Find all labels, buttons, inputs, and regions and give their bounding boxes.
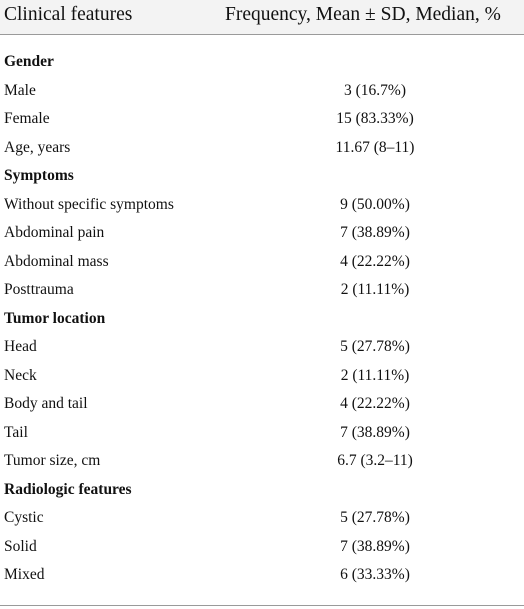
section-header-row (0, 162, 524, 191)
table-row (0, 561, 524, 590)
feature-value: 2 (11.11%) (340, 366, 410, 384)
feature-label: Cystic (4, 509, 44, 527)
table-bottom-rule (0, 605, 524, 606)
feature-value: 9 (50.00%) (340, 195, 410, 213)
table-row (0, 333, 524, 362)
feature-value: 2 (11.11%) (340, 281, 410, 299)
feature-value: 5 (27.78%) (340, 509, 410, 527)
feature-label: Abdominal pain (4, 224, 105, 242)
section-label: Gender (4, 53, 54, 71)
table-row (0, 134, 524, 163)
table-row (0, 533, 524, 562)
table-row (0, 248, 524, 277)
feature-value: 7 (38.89%) (340, 423, 410, 441)
header-frequency: Frequency, Mean ± SD, Median, % (225, 4, 501, 25)
section-label: Symptoms (4, 167, 74, 185)
table-row (0, 105, 524, 134)
table-row (0, 362, 524, 391)
header-clinical-features: Clinical features (4, 4, 133, 25)
table-row (0, 191, 524, 220)
table-row (0, 504, 524, 533)
table-row (0, 390, 524, 419)
feature-label: Female (4, 110, 50, 128)
feature-label: Tail (4, 423, 28, 441)
feature-label: Mixed (4, 566, 45, 584)
feature-value: 6 (33.33%) (340, 566, 410, 584)
feature-label: Tumor size, cm (4, 452, 101, 470)
feature-value: 7 (38.89%) (340, 224, 410, 242)
feature-label: Without specific symptoms (4, 195, 174, 213)
feature-value: 7 (38.89%) (340, 537, 410, 555)
feature-value: 4 (22.22%) (340, 395, 410, 413)
feature-label: Body and tail (4, 395, 88, 413)
section-header-row (0, 48, 524, 77)
section-label: Tumor location (4, 309, 106, 327)
section-header-row (0, 305, 524, 334)
table-row (0, 77, 524, 106)
feature-label: Head (4, 338, 37, 356)
feature-label: Neck (4, 366, 37, 384)
feature-value: 3 (16.7%) (344, 81, 406, 99)
table-row (0, 219, 524, 248)
feature-value: 6.7 (3.2–11) (337, 452, 413, 470)
feature-label: Solid (4, 537, 37, 555)
table-row (0, 447, 524, 476)
feature-value: 4 (22.22%) (340, 252, 410, 270)
feature-label: Age, years (4, 138, 71, 156)
feature-value: 5 (27.78%) (340, 338, 410, 356)
feature-value: 15 (83.33%) (336, 110, 414, 128)
feature-label: Posttrauma (4, 281, 74, 299)
feature-label: Male (4, 81, 36, 99)
table-row (0, 419, 524, 448)
section-header-row (0, 476, 524, 505)
table-body (0, 35, 524, 590)
table-row (0, 276, 524, 305)
section-label: Radiologic features (4, 480, 132, 498)
feature-value: 11.67 (8–11) (335, 138, 415, 156)
feature-label: Abdominal mass (4, 252, 109, 270)
table-header (0, 0, 524, 35)
